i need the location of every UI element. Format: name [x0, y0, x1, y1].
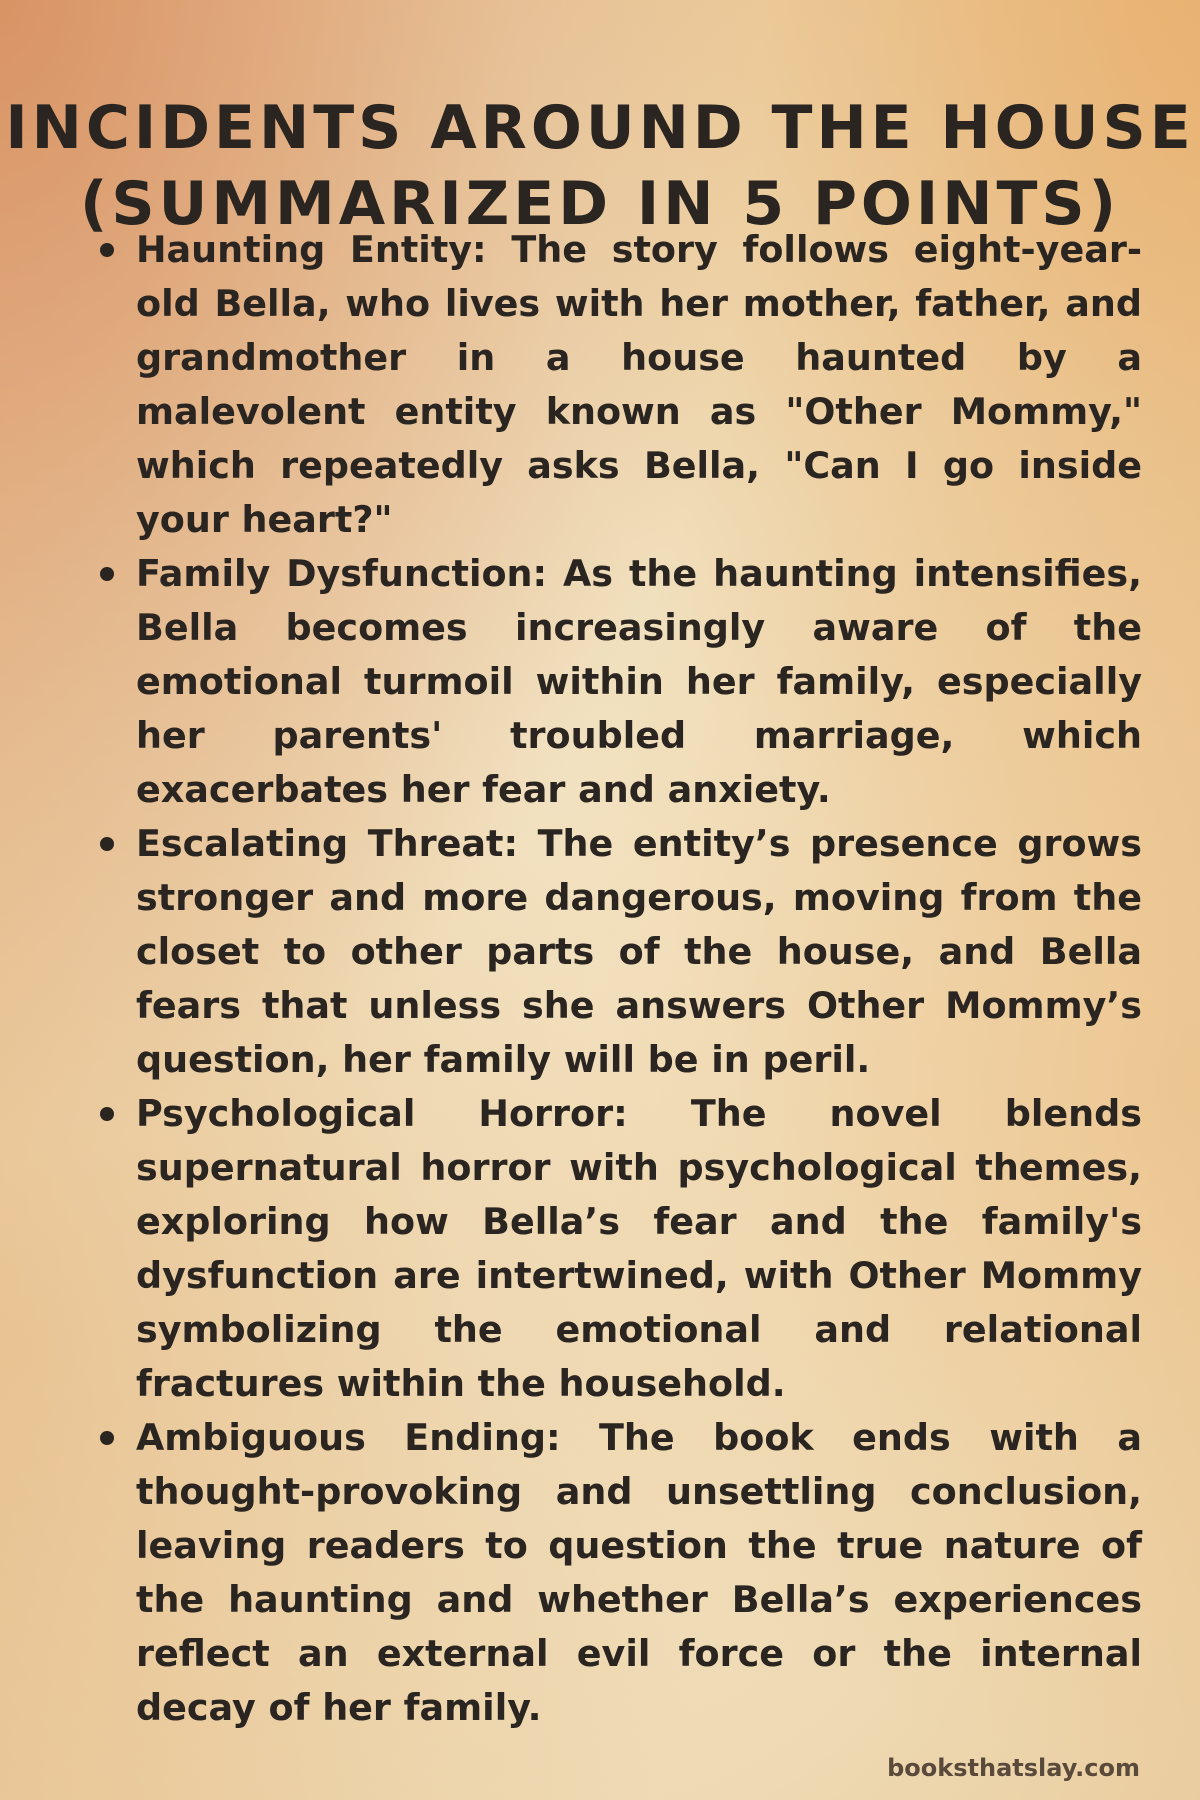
list-item-text: Family Dysfunction: As the haunting intensifies, Bella becomes increasingly aware of the emotional turmoil within her family, especially her parents' troubled marriage, which exacerbates her fear and anxiety. [136, 552, 1142, 811]
list-item [96, 547, 1142, 817]
list-item-text: Ambiguous Ending: The book ends with a thought-provoking and unsettling conclusion, leaving readers to question the true nature of the haunting and whether Bella’s experiences reflect an external evil force or the internal decay of her family. [136, 1416, 1142, 1729]
page-title [0, 90, 1200, 242]
title-line-2: (SUMMARIZED IN 5 POINTS) [79, 169, 1121, 240]
list-item [96, 1087, 1142, 1411]
list-item [96, 817, 1142, 1087]
list-item-text: Escalating Threat: The entity’s presence grows stronger and more dangerous, moving from the closet to other parts of the house, and Bella fears that unless she answers Other Mommy’s question, her family will be in peril. [136, 822, 1142, 1081]
bullet-icon [100, 1431, 114, 1445]
list-item-text: Psychological Horror: The novel blends supernatural horror with psychological themes, exploring how Bella’s fear and the family's dysfunction are intertwined, with Other Mommy symbolizing the emotional and relational fractures within the household. [136, 1092, 1142, 1405]
site-credit: booksthatslay.com [887, 1754, 1140, 1782]
list-item-text: Haunting Entity: The story follows eight-year-old Bella, who lives with her mother, father, and grandmother in a house haunted by a malevolent entity known as "Other Mommy," which repeatedly asks Bella, "Can I go inside your heart?" [136, 228, 1142, 541]
bullet-icon [100, 243, 114, 257]
title-line-1: INCIDENTS AROUND THE HOUSE [5, 93, 1195, 164]
bullet-icon [100, 567, 114, 581]
bullet-icon [100, 837, 114, 851]
bullet-icon [100, 1107, 114, 1121]
list-item [96, 1411, 1142, 1735]
list-item [96, 223, 1142, 547]
summary-list [96, 223, 1142, 1735]
